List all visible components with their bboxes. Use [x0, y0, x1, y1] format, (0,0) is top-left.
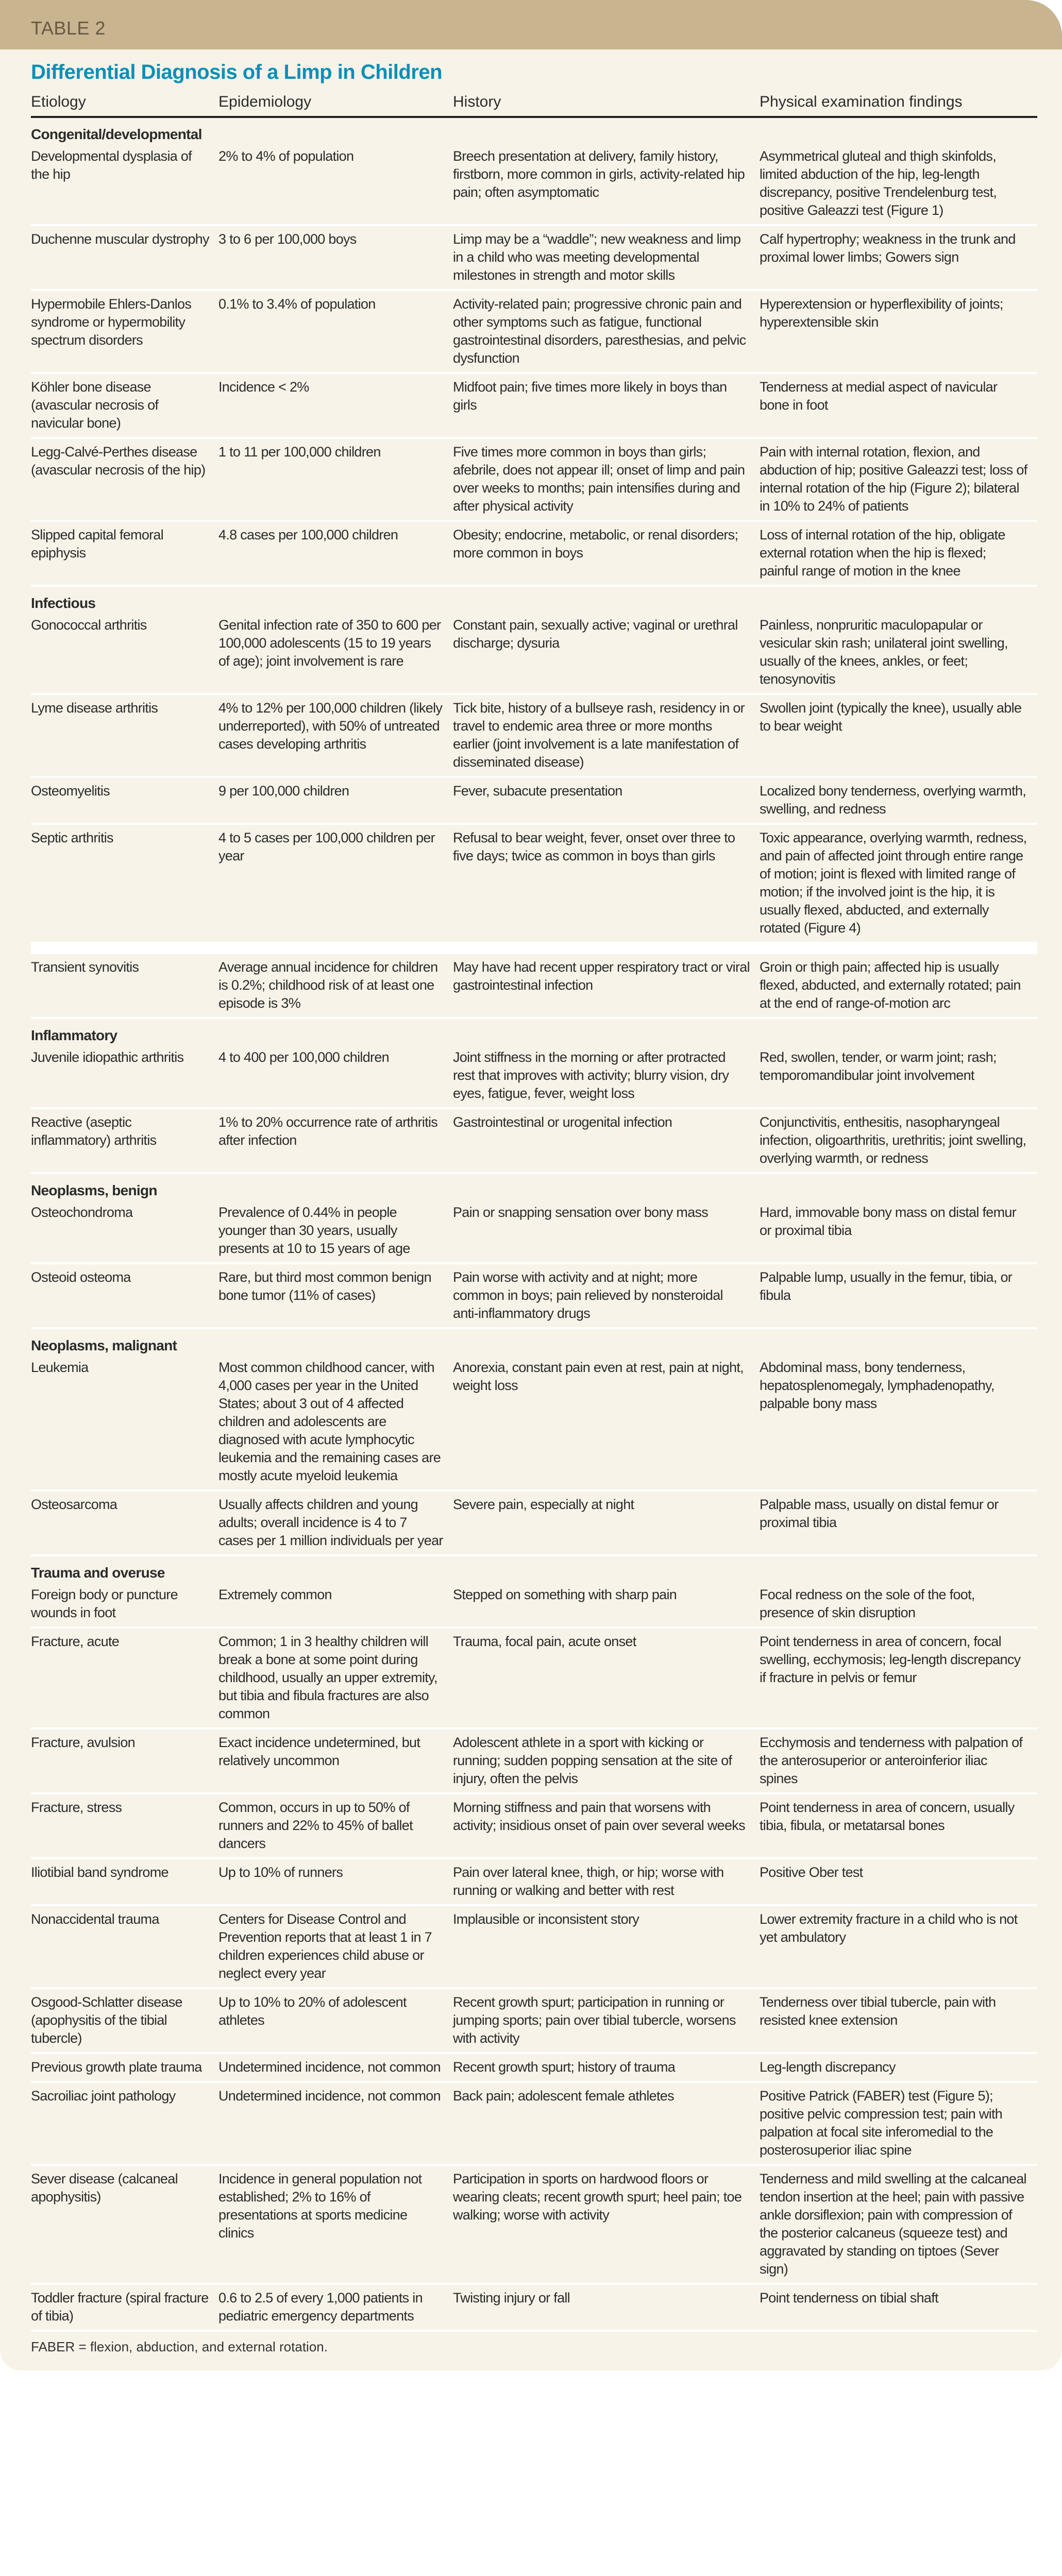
cell-history: Fever, subacute presentation: [453, 777, 760, 824]
cell-physical-exam: Tenderness at medial aspect of navicular bone in foot: [760, 373, 1037, 438]
cell-history: May have had recent upper respiratory tract or viral gastrointestinal infection: [453, 954, 760, 1018]
cell-etiology: Fracture, stress: [31, 1793, 218, 1858]
cell-epidemiology: Undetermined incidence, not common: [218, 2082, 453, 2165]
cell-etiology: Sacroiliac joint pathology: [31, 2082, 218, 2165]
cell-etiology: Osteomyelitis: [31, 777, 218, 824]
cell-physical-exam: Asymmetrical gluteal and thigh skinfolds, limited abduction of the hip, leg-length discrepancy, positive Trendelenburg test, positive Galeazzi test (Figure 1): [760, 143, 1037, 225]
table-row: [31, 225, 1037, 290]
table-row: [31, 1905, 1037, 1988]
cell-physical-exam: Conjunctivitis, enthesitis, nasopharyngeal infection, oligoarthritis, urethritis; joint swelling, overlying warmth, or redness: [760, 1108, 1037, 1173]
cell-epidemiology: Common, occurs in up to 50% of runners and 22% to 45% of ballet dancers: [218, 1793, 453, 1858]
cell-etiology: Osteosarcoma: [31, 1490, 218, 1555]
header-row: [31, 89, 1037, 117]
section-heading-row: [31, 1018, 1037, 1044]
cell-physical-exam: Groin or thigh pain; affected hip is usually flexed, abducted, and externally rotated; pain at the end of range-of-motion arc: [760, 954, 1037, 1018]
diagnosis-table: [31, 89, 1037, 2332]
table-row: [31, 373, 1037, 438]
table-row: [31, 1108, 1037, 1173]
cell-etiology: Osgood-Schlatter disease (apophysitis of the tibial tubercle): [31, 1988, 218, 2053]
cell-epidemiology: 4 to 400 per 100,000 children: [218, 1044, 453, 1108]
cell-epidemiology: Exact incidence undetermined, but relatively uncommon: [218, 1728, 453, 1793]
table-row: [31, 612, 1037, 694]
table-row: [31, 438, 1037, 521]
table-row: [31, 1582, 1037, 1628]
table-row: [31, 1354, 1037, 1490]
table-row: [31, 1728, 1037, 1793]
table-row: [31, 1044, 1037, 1108]
cell-history: Refusal to bear weight, fever, onset over three to five days; twice as common in boys than girls: [453, 824, 760, 943]
cell-physical-exam: Painless, nonpruritic maculopapular or vesicular skin rash; unilateral joint swelling, usually of the knees, ankles, or feet; tenosynovitis: [760, 612, 1037, 694]
cell-history: Breech presentation at delivery, family history, firstborn, more common in girls, activity-related hip pain; often asymptomatic: [453, 143, 760, 225]
header-physical-exam: Physical examination findings: [760, 89, 1037, 117]
cell-epidemiology: 2% to 4% of population: [218, 143, 453, 225]
cell-epidemiology: Centers for Disease Control and Prevention reports that at least 1 in 7 children experiences child abuse or neglect every year: [218, 1905, 453, 1988]
cell-epidemiology: 0.6 to 2.5 of every 1,000 patients in pediatric emergency departments: [218, 2284, 453, 2331]
cell-etiology: Iliotibial band syndrome: [31, 1858, 218, 1905]
cell-epidemiology: Incidence < 2%: [218, 373, 453, 438]
cell-epidemiology: 3 to 6 per 100,000 boys: [218, 225, 453, 290]
table-row: [31, 143, 1037, 225]
table-row: [31, 824, 1037, 943]
cell-history: Participation in sports on hardwood floors or wearing cleats; recent growth spurt; heel pain; toe walking; worse with activity: [453, 2165, 760, 2284]
cell-physical-exam: Calf hypertrophy; weakness in the trunk and proximal lower limbs; Gowers sign: [760, 225, 1037, 290]
section-heading: Neoplasms, benign: [31, 1182, 157, 1198]
section-heading: Neoplasms, malignant: [31, 1337, 177, 1353]
cell-history: Adolescent athlete in a sport with kicking or running; sudden popping sensation at the site of injury, often the pelvis: [453, 1728, 760, 1793]
table-row: [31, 1793, 1037, 1858]
cell-epidemiology: 4 to 5 cases per 100,000 children per year: [218, 824, 453, 943]
table-row: [31, 1628, 1037, 1728]
cell-physical-exam: Tenderness and mild swelling at the calcaneal tendon insertion at the heel; pain with passive ankle dorsiflexion; pain with compression of the posterior calcaneus (squeeze test) and aggravated by standing on tiptoes (Sever sign): [760, 2165, 1037, 2284]
cell-epidemiology: 0.1% to 3.4% of population: [218, 290, 453, 373]
section-heading-row: [31, 1328, 1037, 1354]
section-heading-row: [31, 1173, 1037, 1199]
table-row: [31, 694, 1037, 777]
cell-physical-exam: Toxic appearance, overlying warmth, redness, and pain of affected joint through entire range of motion; joint is flexed with limited range of motion; if the involved joint is the hip, it is usually flexed, abducted, and externally rotated (Figure 4): [760, 824, 1037, 943]
cell-epidemiology: Genital infection rate of 350 to 600 per 100,000 adolescents (15 to 19 years of age); joint involvement is rare: [218, 612, 453, 694]
cell-history: Midfoot pain; five times more likely in boys than girls: [453, 373, 760, 438]
cell-physical-exam: Pain with internal rotation, flexion, and abduction of hip; positive Galeazzi test; loss of internal rotation of the hip (Figure 2); bilateral in 10% to 24% of patients: [760, 438, 1037, 521]
table-row: [31, 1490, 1037, 1555]
cell-history: Pain worse with activity and at night; more common in boys; pain relieved by nonsteroidal anti-inflammatory drugs: [453, 1263, 760, 1328]
cell-history: Joint stiffness in the morning or after protracted rest that improves with activity; blurry vision, dry eyes, fatigue, fever, weight loss: [453, 1044, 760, 1108]
footnote: FABER = flexion, abduction, and external rotation.: [31, 2339, 328, 2354]
page-break-gap: [31, 943, 1037, 954]
table-row: [31, 1199, 1037, 1263]
header-history: History: [453, 89, 760, 117]
cell-physical-exam: Swollen joint (typically the knee), usually able to bear weight: [760, 694, 1037, 777]
cell-etiology: Transient synovitis: [31, 954, 218, 1018]
cell-etiology: Legg-Calvé-Perthes disease (avascular necrosis of the hip): [31, 438, 218, 521]
cell-epidemiology: Average annual incidence for children is 0.2%; childhood risk of at least one episode is 3%: [218, 954, 453, 1018]
cell-history: Morning stiffness and pain that worsens with activity; insidious onset of pain over several weeks: [453, 1793, 760, 1858]
cell-etiology: Leukemia: [31, 1354, 218, 1490]
cell-epidemiology: Extremely common: [218, 1582, 453, 1628]
cell-etiology: Slipped capital femoral epiphysis: [31, 521, 218, 586]
header-epidemiology: Epidemiology: [218, 89, 453, 117]
cell-history: Constant pain, sexually active; vaginal or urethral discharge; dysuria: [453, 612, 760, 694]
cell-history: Twisting injury or fall: [453, 2284, 760, 2331]
table-row: [31, 290, 1037, 373]
cell-epidemiology: Usually affects children and young adults; overall incidence is 4 to 7 cases per 1 million individuals per year: [218, 1490, 453, 1555]
table-row: [31, 521, 1037, 586]
cell-history: Limp may be a “waddle”; new weakness and limp in a child who was meeting developmental milestones in strength and motor skills: [453, 225, 760, 290]
cell-physical-exam: Localized bony tenderness, overlying warmth, swelling, and redness: [760, 777, 1037, 824]
cell-epidemiology: Most common childhood cancer, with 4,000 cases per year in the United States; about 3 out of 4 affected children and adolescents are diagnosed with acute lymphocytic leukemia and the remaining cases are mostly acute myeloid leukemia: [218, 1354, 453, 1490]
section-heading: Inflammatory: [31, 1027, 117, 1043]
table-body: [31, 117, 1037, 2331]
cell-etiology: Toddler fracture (spiral fracture of tibia): [31, 2284, 218, 2331]
table-row: [31, 2082, 1037, 2165]
section-heading: Infectious: [31, 595, 96, 611]
cell-physical-exam: Positive Ober test: [760, 1858, 1037, 1905]
table-row: [31, 777, 1037, 824]
cell-physical-exam: Point tenderness on tibial shaft: [760, 2284, 1037, 2331]
cell-etiology: Duchenne muscular dystrophy: [31, 225, 218, 290]
cell-epidemiology: 1 to 11 per 100,000 children: [218, 438, 453, 521]
cell-etiology: Reactive (aseptic inflammatory) arthritis: [31, 1108, 218, 1173]
cell-history: Pain over lateral knee, thigh, or hip; worse with running or walking and better with rest: [453, 1858, 760, 1905]
table-row: [31, 2053, 1037, 2082]
section-heading: Congenital/developmental: [31, 126, 202, 142]
table-label-band: [0, 0, 1062, 49]
cell-physical-exam: Focal redness on the sole of the foot, presence of skin disruption: [760, 1582, 1037, 1628]
cell-history: Tick bite, history of a bullseye rash, residency in or travel to endemic area three or more months earlier (joint involvement is a late manifestation of disseminated disease): [453, 694, 760, 777]
cell-epidemiology: Up to 10% to 20% of adolescent athletes: [218, 1988, 453, 2053]
cell-etiology: Lyme disease arthritis: [31, 694, 218, 777]
cell-etiology: Fracture, avulsion: [31, 1728, 218, 1793]
cell-physical-exam: Abdominal mass, bony tenderness, hepatosplenomegaly, lymphadenopathy, palpable bony mass: [760, 1354, 1037, 1490]
cell-epidemiology: 4% to 12% per 100,000 children (likely underreported), with 50% of untreated cases developing arthritis: [218, 694, 453, 777]
cell-epidemiology: Prevalence of 0.44% in people younger than 30 years, usually presents at 10 to 15 years of age: [218, 1199, 453, 1263]
table-title: Differential Diagnosis of a Limp in Children: [31, 61, 443, 83]
cell-physical-exam: Point tenderness in area of concern, usually tibia, fibula, or metatarsal bones: [760, 1793, 1037, 1858]
cell-etiology: Developmental dysplasia of the hip: [31, 143, 218, 225]
cell-physical-exam: Ecchymosis and tenderness with palpation of the anterosuperior or anteroinferior iliac spines: [760, 1728, 1037, 1793]
cell-history: Five times more common in boys than girls; afebrile, does not appear ill; onset of limp and pain over weeks to months; pain intensifies during and after physical activity: [453, 438, 760, 521]
cell-physical-exam: Point tenderness in area of concern, focal swelling, ecchymosis; leg-length discrepancy if fracture in pelvis or femur: [760, 1628, 1037, 1728]
cell-etiology: Fracture, acute: [31, 1628, 218, 1728]
cell-physical-exam: Tenderness over tibial tubercle, pain with resisted knee extension: [760, 1988, 1037, 2053]
cell-history: Obesity; endocrine, metabolic, or renal disorders; more common in boys: [453, 521, 760, 586]
cell-history: Stepped on something with sharp pain: [453, 1582, 760, 1628]
section-heading-row: [31, 1555, 1037, 1582]
section-heading-row: [31, 117, 1037, 143]
cell-physical-exam: Leg-length discrepancy: [760, 2053, 1037, 2082]
cell-history: Severe pain, especially at night: [453, 1490, 760, 1555]
cell-physical-exam: Palpable mass, usually on distal femur or proximal tibia: [760, 1490, 1037, 1555]
cell-epidemiology: 9 per 100,000 children: [218, 777, 453, 824]
table-row: [31, 2284, 1037, 2331]
cell-epidemiology: 4.8 cases per 100,000 children: [218, 521, 453, 586]
cell-history: Pain or snapping sensation over bony mass: [453, 1199, 760, 1263]
cell-etiology: Juvenile idiopathic arthritis: [31, 1044, 218, 1108]
cell-epidemiology: Up to 10% of runners: [218, 1858, 453, 1905]
cell-history: Trauma, focal pain, acute onset: [453, 1628, 760, 1728]
cell-epidemiology: 1% to 20% occurrence rate of arthritis after infection: [218, 1108, 453, 1173]
cell-physical-exam: Hard, immovable bony mass on distal femur or proximal tibia: [760, 1199, 1037, 1263]
cell-history: Recent growth spurt; participation in running or jumping sports; pain over tibial tubercle, worsens with activity: [453, 1988, 760, 2053]
cell-etiology: Sever disease (calcaneal apophysitis): [31, 2165, 218, 2284]
table-row: [31, 1858, 1037, 1905]
cell-epidemiology: Incidence in general population not established; 2% to 16% of presentations at sports medicine clinics: [218, 2165, 453, 2284]
cell-etiology: Hypermobile Ehlers-Danlos syndrome or hypermobility spectrum disorders: [31, 290, 218, 373]
cell-epidemiology: Undetermined incidence, not common: [218, 2053, 453, 2082]
section-heading-row: [31, 586, 1037, 612]
cell-physical-exam: Palpable lump, usually in the femur, tibia, or fibula: [760, 1263, 1037, 1328]
table-row: [31, 954, 1037, 1018]
cell-history: Activity-related pain; progressive chronic pain and other symptoms such as fatigue, functional gastrointestinal disorders, paresthesias, and pelvic dysfunction: [453, 290, 760, 373]
cell-history: Back pain; adolescent female athletes: [453, 2082, 760, 2165]
cell-physical-exam: Positive Patrick (FABER) test (Figure 5); positive pelvic compression test; pain with palpation at focal site inferomedial to the posterosuperior iliac spine: [760, 2082, 1037, 2165]
table-row: [31, 1988, 1037, 2053]
cell-etiology: Osteoid osteoma: [31, 1263, 218, 1328]
cell-etiology: Köhler bone disease (avascular necrosis of navicular bone): [31, 373, 218, 438]
page-break-spacer: [31, 943, 1037, 954]
cell-etiology: Previous growth plate trauma: [31, 2053, 218, 2082]
cell-physical-exam: Loss of internal rotation of the hip, obligate external rotation when the hip is flexed; painful range of motion in the knee: [760, 521, 1037, 586]
cell-etiology: Septic arthritis: [31, 824, 218, 943]
cell-physical-exam: Lower extremity fracture in a child who is not yet ambulatory: [760, 1905, 1037, 1988]
cell-physical-exam: Hyperextension or hyperflexibility of joints; hyperextensible skin: [760, 290, 1037, 373]
cell-history: Recent growth spurt; history of trauma: [453, 2053, 760, 2082]
cell-history: Implausible or inconsistent story: [453, 1905, 760, 1988]
cell-history: Anorexia, constant pain even at rest, pain at night, weight loss: [453, 1354, 760, 1490]
cell-etiology: Nonaccidental trauma: [31, 1905, 218, 1988]
cell-epidemiology: Common; 1 in 3 healthy children will break a bone at some point during childhood, usually an upper extremity, but tibia and fibula fractures are also common: [218, 1628, 453, 1728]
cell-epidemiology: Rare, but third most common benign bone tumor (11% of cases): [218, 1263, 453, 1328]
table-row: [31, 1263, 1037, 1328]
cell-etiology: Osteochondroma: [31, 1199, 218, 1263]
header-etiology: Etiology: [31, 89, 218, 117]
cell-etiology: Gonococcal arthritis: [31, 612, 218, 694]
table-row: [31, 2165, 1037, 2284]
cell-etiology: Foreign body or puncture wounds in foot: [31, 1582, 218, 1628]
cell-physical-exam: Red, swollen, tender, or warm joint; rash; temporomandibular joint involvement: [760, 1044, 1037, 1108]
cell-history: Gastrointestinal or urogenital infection: [453, 1108, 760, 1173]
table-label: TABLE 2: [31, 18, 106, 39]
section-heading: Trauma and overuse: [31, 1565, 165, 1581]
